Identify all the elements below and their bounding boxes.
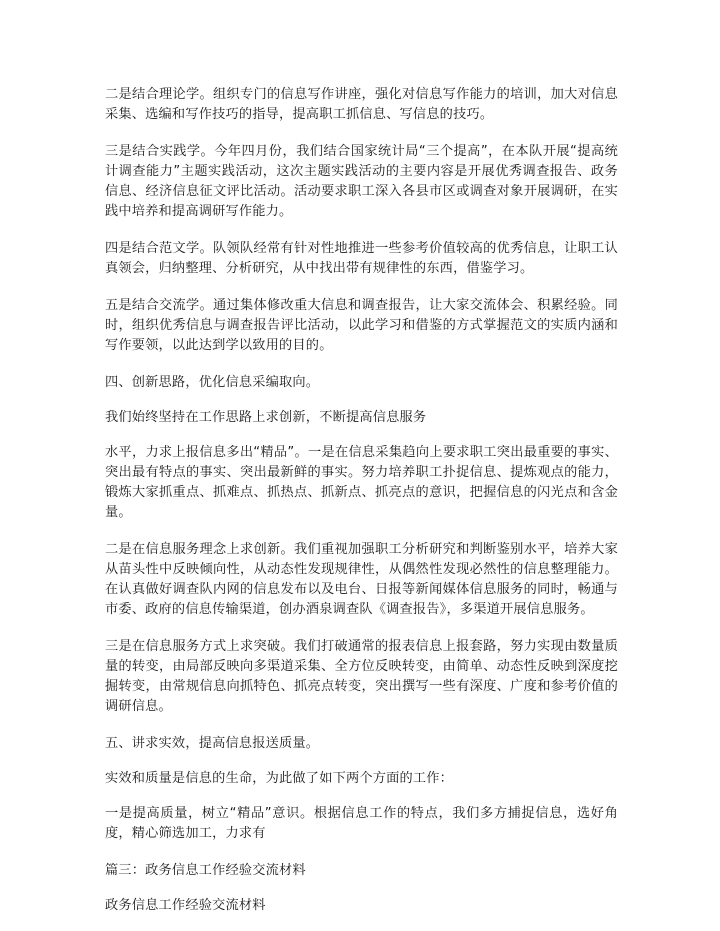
part-three-subtitle: 政务信息工作经验交流材料 [105, 898, 266, 913]
section-heading-quality: 五、讲求实效，提高信息报送质量。 [105, 736, 320, 751]
paragraph-service-level: 水平，力求上报信息多出“精品”。一是在信息采集趋向上要求职工突出最重要的事实、突出最有特点的事实、突出最新鲜的事实。努力培养职工扑捉信息、提炼观点的能力，锻炼大家抓重点、抓难点、抓热点、抓新点、抓亮点的意识，把握信息的闪光点和含金量。 [105, 445, 618, 520]
paragraph-model-essay-study: 四是结合范文学。队领队经常有针对性地推进一些参考价值较高的优秀信息，让职工认真领会，归纳整理、分析研究，从中找出带有规律性的东西，借鉴学习。 [105, 241, 618, 276]
paragraph-service-method: 三是在信息服务方式上求突破。我们打破通常的报表信息上报套路，努力实现由数量质量的转变，由局部反映向多渠道采集、全方位反映转变，由简单、动态性反映到深度挖掘转变，由常规信息向抓特色、抓亮点转变，突出撰写一些有深度、广度和参考价值的调研信息。 [105, 639, 618, 714]
paragraph-exchange-study: 五是结合交流学。通过集体修改重大信息和调查报告，让大家交流体会、积累经验。同时，组织优秀信息与调查报告评比活动，以此学习和借鉴的方式掌握范文的实质内涵和写作要领，以此达到学以致用的目的。 [105, 298, 618, 353]
section-heading-innovation: 四、创新思路，优化信息采编取向。 [105, 375, 320, 390]
paragraph-practice-study: 三是结合实践学。今年四月份，我们结合国家统计局“三个提高”，在本队开展“提高统计调查能力”主题实践活动，这次主题实践活动的主要内容是开展优秀调查报告、政务信息、经济信息征文评比活动。活动要求职工深入各县市区或调查对象开展调研，在实践中培养和提高调研写作能力。 [105, 144, 618, 219]
paragraph-service-concept: 二是在信息服务理念上求创新。我们重视加强职工分析研究和判断鉴别水平，培养大家从苗头性中反映倾向性，从动态性发现规律性，从偶然性发现必然性的信息整理能力。在认真做好调查队内网的信息发布以及电台、日报等新闻媒体信息服务的同时，畅通与市委、政府的信息传输渠道，创办酒泉调查队《调查报告》，多渠道开展信息服务。 [105, 542, 618, 617]
paragraph-theory-study: 二是结合理论学。组织专门的信息写作讲座，强化对信息写作能力的培训，加大对信息采集、选编和写作技巧的指导，提高职工抓信息、写信息的技巧。 [105, 87, 618, 122]
document-body [105, 85, 618, 916]
paragraph-quality-intro: 实效和质量是信息的生命，为此做了如下两个方面的工作： [105, 771, 454, 786]
paragraph-innovation-intro: 我们始终坚持在工作思路上求创新，不断提高信息服务 [105, 410, 427, 425]
part-three-title: 篇三：政务信息工作经验交流材料 [105, 863, 306, 878]
paragraph-quality-first: 一是提高质量，树立“精品”意识。根据信息工作的特点，我们多方捕捉信息，选好角度，精心筛选加工，力求有 [105, 806, 618, 841]
